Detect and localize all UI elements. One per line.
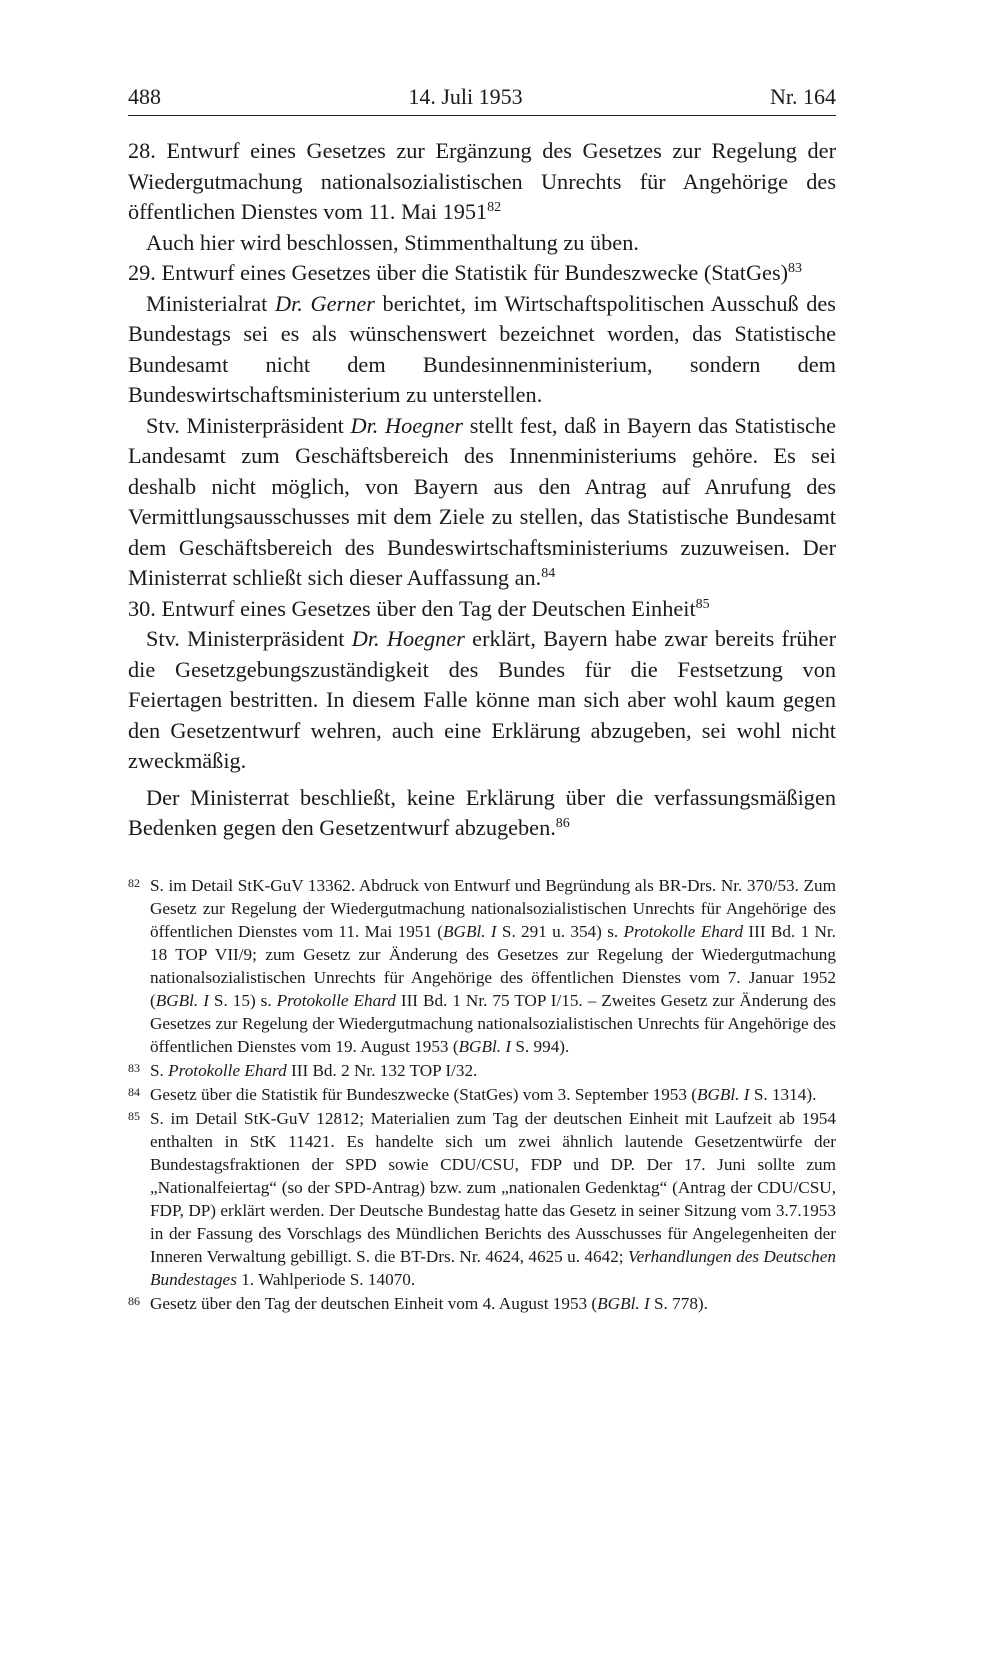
item-28-title: 28. Entwurf eines Gesetzes zur Ergänzung des Gesetzes zur Regelung der Wiedergutmachung nationalsozialistischen Unrechts für Angehörige des öffentlichen Dienstes vom 11. Mai 1951$^{82}$	[128, 138, 836, 224]
footnote-number: 82	[128, 876, 140, 890]
footnote-85: 85 S. im Detail StK-GuV 12812; Materialien zum Tag der deutschen Einheit mit Laufzeit ab 1954 enthalten in StK 11421. Es handelte sich um zwei ähnlich lautende Gesetzentwürfe der Bundestagsfraktionen der SPD sowie CDU/CSU, FDP und DP. Der 17. Juni sollte zum „Nationalfeiertag“ (so der SPD-Antrag) bzw. zum „nationalen Gedenktag“ (Antrag der CDU/CSU, FDP, DP) erklärt werden. Der Deutsche Bundestag hatte das Gesetz in seiner Sitzung vom 3.7.1953 in der Fassung des Vorschlags des Mündlichen Berichts des Ausschusses für Angelegenheiten der Inneren Verwaltung gebilligt. S. die BT-Drs. Nr. 4624, 4625 u. 4642; Verhandlungen des Deutschen Bundestages 1. Wahlperiode S. 14070.	[128, 1109, 836, 1289]
header-rule	[128, 115, 836, 116]
speaker-name: Dr. Hoegner	[350, 412, 464, 438]
footnote-number: 85	[128, 1109, 140, 1123]
footnote-ref[interactable]: 82	[487, 200, 502, 215]
body-text	[128, 136, 836, 844]
running-header	[128, 82, 836, 110]
speaker-name: Dr. Gerner	[275, 290, 375, 316]
footnote-83: 83 S. Protokolle Ehard III Bd. 2 Nr. 132 TOP I/32.	[128, 1061, 478, 1080]
footnote-84: 84 Gesetz über die Statistik für Bundeszwecke (StatGes) vom 3. September 1953 (BGBl. I S. 1314).	[128, 1085, 817, 1104]
footnote-82: 82 S. im Detail StK-GuV 13362. Abdruck von Entwurf und Begründung als BR-Drs. Nr. 370/53. Zum Gesetz zur Regelung der Wiedergutmachung nationalsozialistischen Unrechts für Angehörige des öffentlichen Dienstes vom 11. Mai 1951 (BGBl. I S. 291 u. 354) s. Protokolle Ehard III Bd. 1 Nr. 18 TOP VII/9; zum Gesetz zur Änderung des Gesetzes zur Regelung der Wiedergutmachung nationalsozialistischen Unrechts für Angehörige des öffentlichen Dienstes vom 7. Januar 1952 (BGBl. I S. 15) s. Protokolle Ehard III Bd. 1 Nr. 75 TOP I/15. – Zweites Gesetz zur Änderung des Gesetzes zur Regelung der Wiedergutmachung nationalsozialistischen Unrechts für Angehörige des öffentlichen Dienstes vom 19. August 1953 (BGBl. I S. 994).	[128, 876, 836, 1056]
footnote-ref[interactable]: 86	[555, 816, 570, 831]
protocol-number: Nr. 164	[769, 84, 836, 109]
speaker-name: Dr. Hoegner	[351, 626, 465, 651]
footnote-number: 84	[128, 1085, 140, 1099]
footnote-number: 83	[128, 1061, 140, 1075]
item-30-title: 30. Entwurf eines Gesetzes über den Tag der Deutschen Einheit$^{85}$	[128, 595, 710, 621]
footnote-ref[interactable]: 85	[695, 596, 710, 612]
footnote-86: 86 Gesetz über den Tag der deutschen Einheit vom 4. August 1953 (BGBl. I S. 778).	[128, 1294, 708, 1313]
item-29-paragraph-1: Ministerialrat Dr. Gerner berichtet, im Wirtschaftspolitischen Ausschuß des Bundestags sei es als wünschenswert bezeichnet worden, das Statistische Bundesamt nicht dem Bundesinnenministerium, sondern dem Bundeswirtschaftsministerium zu unterstellen.	[128, 290, 836, 407]
footnote-ref[interactable]: 84	[541, 566, 556, 581]
footnote-ref[interactable]: 83	[788, 261, 803, 276]
item-28-decision: Auch hier wird beschlossen, Stimmenthaltung zu üben.	[146, 229, 639, 255]
footnote-number: 86	[128, 1294, 140, 1308]
item-29-title: 29. Entwurf eines Gesetzes über die Statistik für Bundeszwecke (StatGes)$^{83}$	[128, 260, 803, 285]
footnotes	[128, 874, 836, 1316]
item-30-paragraph-2: Der Ministerrat beschließt, keine Erklärung über die verfassungsmäßigen Bedenken gegen den Gesetzentwurf abzugeben.$^{86}$	[128, 784, 836, 840]
page-number: 488	[128, 84, 161, 109]
item-30-paragraph-1: Stv. Ministerpräsident Dr. Hoegner erklärt, Bayern habe zwar bereits früher die Gesetzgebungszuständigkeit des Bundes für die Festsetzung von Feiertagen bestritten. In diesem Falle könne man sich aber wohl kaum gegen den Gesetzentwurf wehren, auch eine Erklärung abzugeben, sei wohl nicht zweckmäßig.	[128, 626, 837, 773]
item-29-paragraph-2: Stv. Ministerpräsident Dr. Hoegner stellt fest, daß in Bayern das Statistische Landesamt zum Geschäftsbereich des Innenministeriums gehöre. Es sei deshalb nicht möglich, von Bayern aus den Antrag auf Anrufung des Vermittlungsausschusses mit dem Ziele zu stellen, das Statistische Bundesamt dem Geschäftsbereich des Bundeswirtschaftsministeriums zuzuweisen. Der Ministerrat schließt sich dieser Auffassung an.$^{84}$	[128, 412, 836, 590]
header-date: 14. Juli 1953	[408, 84, 523, 109]
